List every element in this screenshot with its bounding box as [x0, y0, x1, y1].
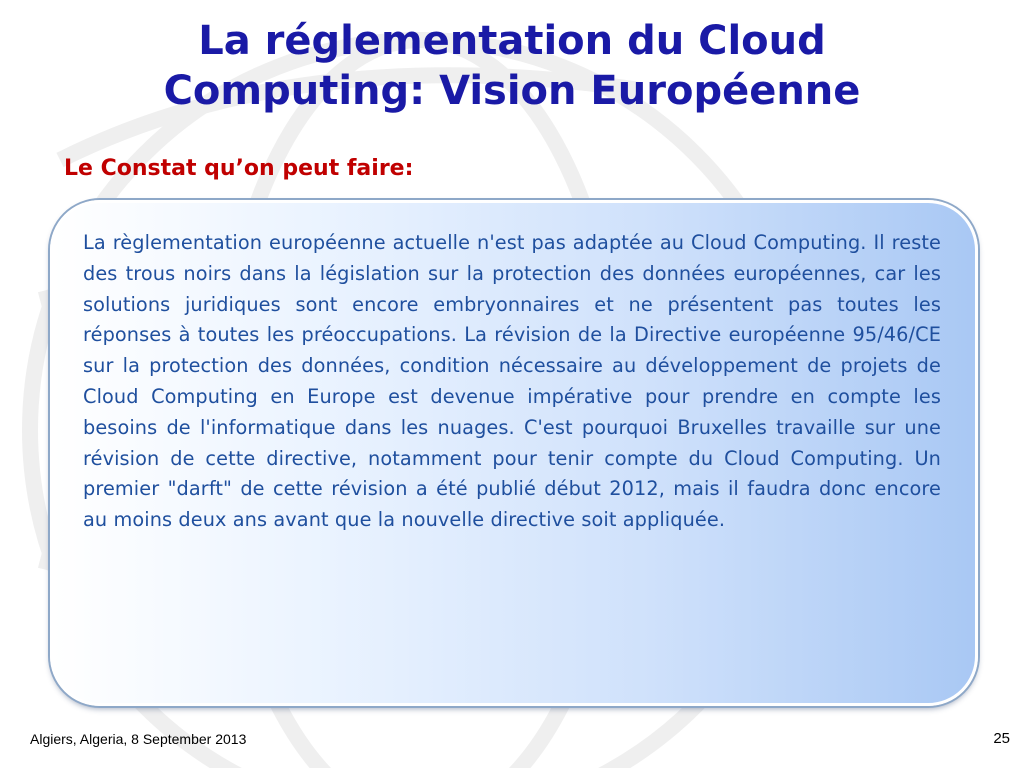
title-line-1: La réglementation du Cloud — [198, 18, 826, 64]
content-paragraph: La règlementation européenne actuelle n'est pas adaptée au Cloud Computing. Il reste des trous noirs dans la législation sur la protection des données européennes, car les solutions juridiques sont encore embryonnaires et ne présentent pas toutes les réponses à toutes les préoccupations. La révision de la Directive européenne 95/46/CE sur la protection des données, condition nécessaire au développement de projets de Cloud Computing en Europe est devenue impérative pour prendre en compte les besoins de l'informatique dans les nuages. C'est pourquoi Bruxelles travaille sur une révision de cette directive, notamment pour tenir compte du Cloud Computing. Un premier "darft" de cette révision a été publié début 2012, mais il faudra donc encore au moins deux ans avant que la nouvelle directive soit appliquée. — [83, 231, 941, 532]
slide-subtitle: Le Constat qu’on peut faire: — [64, 156, 414, 181]
slide-title — [40, 16, 984, 116]
slide-number: 25 — [993, 730, 1010, 747]
title-line-2: Computing: Vision Européenne — [163, 68, 861, 114]
footer-location-date: Algiers, Algeria, 8 September 2013 — [30, 731, 247, 747]
